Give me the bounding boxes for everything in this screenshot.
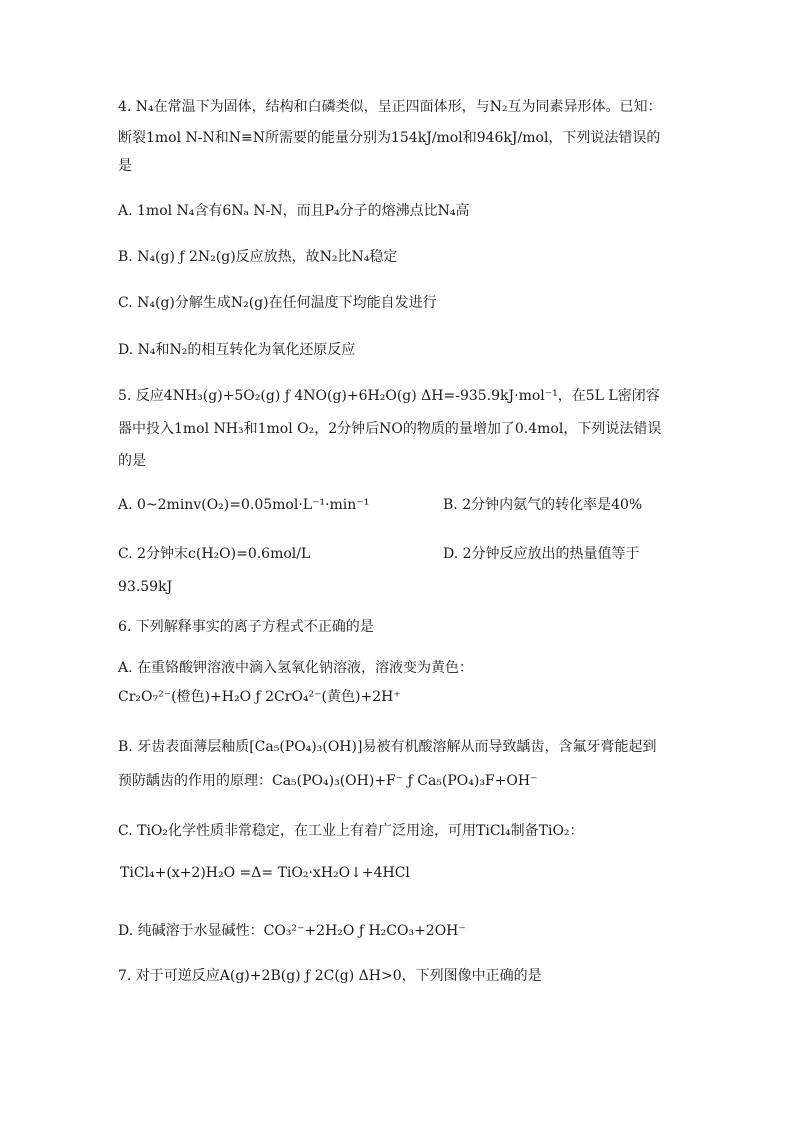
q5-option-b: B. 2分钟内氨气的转化率是40%	[443, 497, 643, 513]
q7-stem: 7. 对于可逆反应A(g)+2B(g) ƒ 2C(g) ΔH>0，下列图像中正确的是	[118, 968, 542, 984]
q4-option-b: B. N₄(g) ƒ 2N₂(g)反应放热，故N₂比N₄稳定	[118, 249, 398, 265]
q5-option-d-continued: 93.59kJ	[118, 579, 173, 595]
q6-option-c: C. TiO₂化学性质非常稳定，在工业上有着广泛用途，可用TiCl₄制备TiO₂：	[118, 823, 584, 839]
q5-option-c: C. 2分钟末c(H₂O)=0.6mol/L	[118, 546, 311, 562]
q4-stem-line-1: 4. N₄在常温下为固体，结构和白磷类似，呈正四面体形，与N₂互为同素异形体。已知：	[118, 99, 662, 115]
q4-stem-line-3: 是	[118, 158, 132, 174]
q6-option-b-continued: 预防龋齿的作用的原理：Ca₅(PO₄)₃(OH)+F⁻ ƒ Ca₅(PO₄)₃F+OH⁻	[118, 773, 538, 789]
q6-stem: 6. 下列解释事实的离子方程式不正确的是	[118, 619, 374, 635]
q6-option-d: D. 纯碱溶于水显碱性：CO₃²⁻+2H₂O ƒ H₂CO₃+2OH⁻	[118, 923, 466, 939]
q4-option-a: A. 1mol N₄含有6Nₐ N-N，而且P₄分子的熔沸点比N₄高	[118, 203, 470, 219]
q5-stem-line-1: 5. 反应4NH₃(g)+5O₂(g) ƒ 4NO(g)+6H₂O(g) ΔH=-935.9kJ·mol⁻¹，在5L L密闭容	[118, 388, 660, 404]
q5-stem-line-3: 的是	[118, 453, 146, 469]
q4-option-d: D. N₄和N₂的相互转化为氧化还原反应	[118, 342, 356, 358]
q6-option-c-equation: TiCl₄+(x+2)H₂O =Δ= TiO₂·xH₂O↓+4HCl	[120, 865, 410, 881]
q4-stem-line-2: 断裂1mol N-N和N≡N所需要的能量分别为154kJ/mol和946kJ/mol，下列说法错误的	[118, 130, 661, 146]
q6-option-a: A. 在重铬酸钾溶液中滴入氢氧化钠溶液，溶液变为黄色：	[118, 660, 474, 676]
q6-option-b: B. 牙齿表面薄层釉质[Ca₅(PO₄)₃(OH)]易被有机酸溶解从而导致龋齿，含氟牙膏能起到	[118, 739, 657, 755]
q6-option-a-equation: Cr₂O₇²⁻(橙色)+H₂O ƒ 2CrO₄²⁻(黄色)+2H⁺	[118, 689, 401, 705]
q5-stem-line-2: 器中投入1mol NH₃和1mol O₂，2分钟后NO的物质的量增加了0.4mol，下列说法错误	[118, 421, 662, 437]
q5-option-a: A. 0~2minv(O₂)=0.05mol·L⁻¹·min⁻¹	[118, 497, 370, 513]
q4-option-c: C. N₄(g)分解生成N₂(g)在任何温度下均能自发进行	[118, 295, 437, 311]
q5-option-d: D. 2分钟反应放出的热量值等于	[443, 546, 640, 562]
